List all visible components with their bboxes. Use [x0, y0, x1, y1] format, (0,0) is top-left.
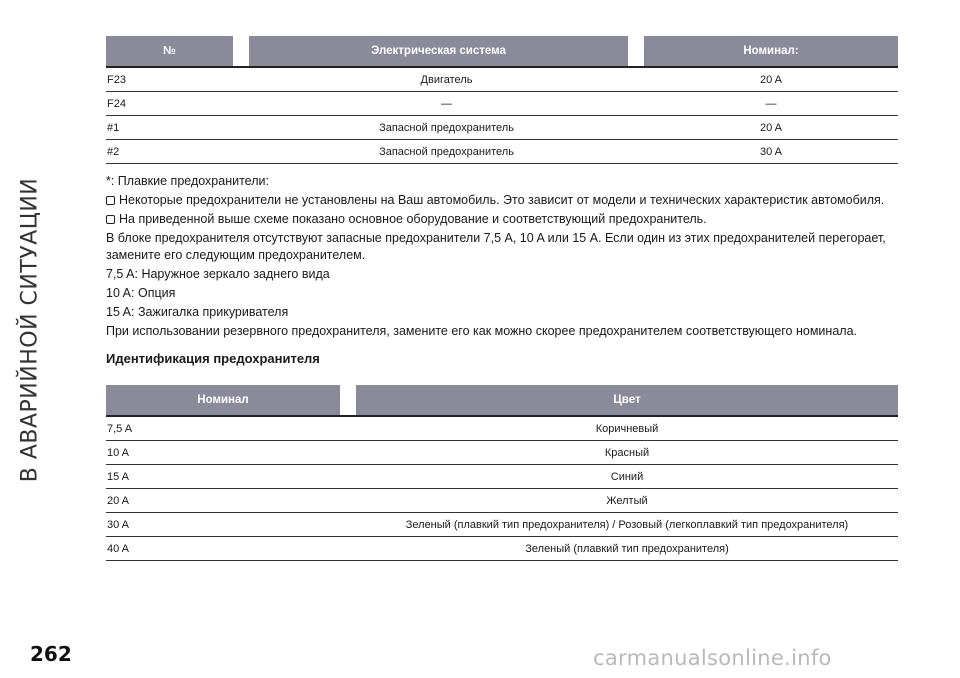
- fuse-number: F23: [106, 68, 249, 92]
- page-content: [106, 36, 898, 561]
- notes-block: [106, 173, 898, 367]
- fuse-rating: 10 A: [106, 441, 356, 465]
- fuse-table: [106, 36, 898, 164]
- fuse-color: Зеленый (плавкий тип предохранителя) / Розовый (легкоплавкий тип предохранителя): [356, 513, 898, 537]
- header-number: №: [106, 36, 233, 68]
- fuse-number: F24: [106, 92, 249, 116]
- fuse-color: Красный: [356, 441, 898, 465]
- table-row: [106, 513, 898, 537]
- table-row: [106, 537, 898, 561]
- header-rating: Номинал:: [644, 36, 898, 68]
- page-number: 262: [30, 642, 72, 666]
- fuse-system: Запасной предохранитель: [249, 116, 644, 140]
- section-side-title: В АВАРИЙНОЙ СИТУАЦИИ: [17, 177, 43, 483]
- checkbox-bullet-icon: [106, 196, 115, 205]
- fuse-rating: 15 A: [106, 465, 356, 489]
- header-color: Цвет: [356, 385, 898, 417]
- fuse-rating: 30 A: [644, 140, 898, 164]
- fuse-rating: 20 A: [644, 68, 898, 92]
- fuse-system: Двигатель: [249, 68, 644, 92]
- color-table: [106, 385, 898, 561]
- fuse-rating: 40 A: [106, 537, 356, 561]
- table-row: [106, 465, 898, 489]
- note-not-installed: Некоторые предохранители не установлены на Ваш автомобиль. Это зависит от модели и технических характеристик автомобиля.: [106, 192, 898, 209]
- note-7-5a: 7,5 A: Наружное зеркало заднего вида: [106, 267, 330, 281]
- table-row: [106, 489, 898, 513]
- table-row: [106, 441, 898, 465]
- note-diagram: На приведенной выше схеме показано основное оборудование и соответствующий предохранитель.: [106, 211, 898, 228]
- header-gap: [233, 36, 249, 68]
- fuse-color: Зеленый (плавкий тип предохранителя): [356, 537, 898, 561]
- section-heading: Идентификация предохранителя: [106, 351, 320, 366]
- watermark: carmanualsonline.info: [593, 646, 832, 670]
- table-row: [106, 417, 898, 441]
- fuse-rating: 20 A: [106, 489, 356, 513]
- header-gap: [628, 36, 644, 68]
- note-replace: При использовании резервного предохранителя, замените его как можно скорее предохранителем соответствующего номинала.: [106, 324, 857, 338]
- fuse-rating: 20 A: [644, 116, 898, 140]
- fuse-rating: 30 A: [106, 513, 356, 537]
- header-rating: Номинал: [106, 385, 340, 417]
- table-row: [106, 116, 898, 140]
- note-fuse-types: *: Плавкие предохранители:: [106, 174, 269, 188]
- note-10a: 10 A: Опция: [106, 286, 176, 300]
- checkbox-bullet-icon: [106, 215, 115, 224]
- color-table-header: [106, 385, 898, 417]
- note-spare-fuses: В блоке предохранителя отсутствуют запасные предохранители 7,5 A, 10 A или 15 A. Если один из этих предохранителей перегорает, замените его следующим предохранителем.: [106, 231, 886, 262]
- fuse-number: #1: [106, 116, 249, 140]
- fuse-number: #2: [106, 140, 249, 164]
- fuse-color: Синий: [356, 465, 898, 489]
- table-row: [106, 92, 898, 116]
- fuse-rating: —: [644, 92, 898, 116]
- table-row: [106, 68, 898, 92]
- header-gap: [340, 385, 356, 417]
- fuse-table-header: [106, 36, 898, 68]
- header-system: Электрическая система: [249, 36, 628, 68]
- fuse-rating: 7,5 A: [106, 417, 356, 441]
- fuse-system: Запасной предохранитель: [249, 140, 644, 164]
- table-row: [106, 140, 898, 164]
- fuse-system: —: [249, 92, 644, 116]
- fuse-color: Желтый: [356, 489, 898, 513]
- fuse-color: Коричневый: [356, 417, 898, 441]
- note-15a: 15 A: Зажигалка прикуривателя: [106, 305, 289, 319]
